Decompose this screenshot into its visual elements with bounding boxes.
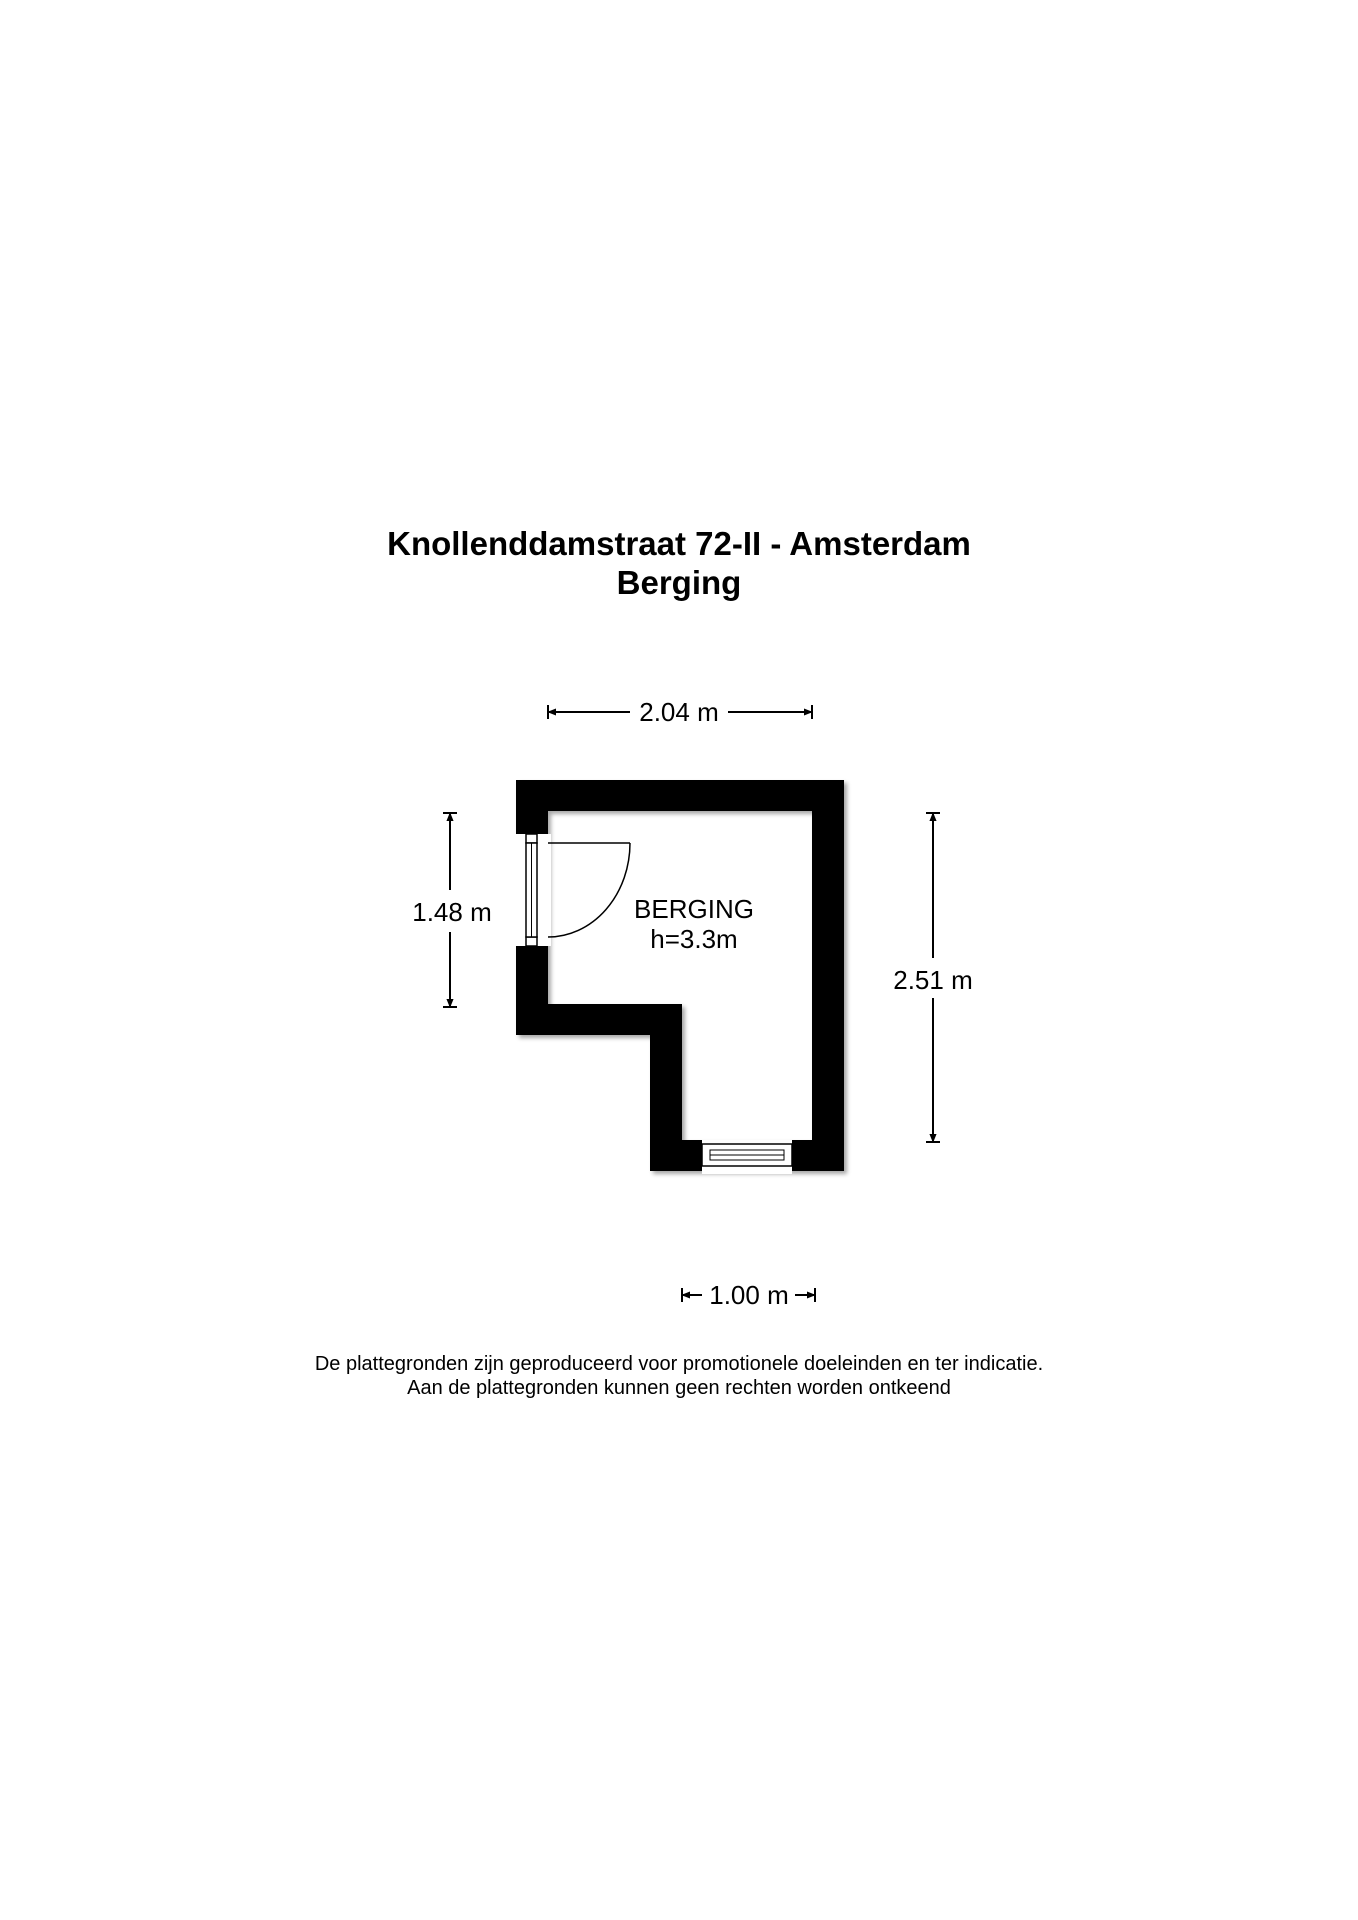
dimension-left-label: 1.48 m — [412, 897, 492, 927]
dimension-left — [412, 813, 492, 1007]
dimension-top — [548, 697, 812, 727]
dimension-right — [893, 813, 973, 1142]
plan-subtitle: Berging — [616, 564, 742, 601]
walls — [516, 780, 844, 1171]
door-jamb-top — [526, 834, 537, 843]
disclaimer-line-2: Aan de plattegronden kunnen geen rechten worden ontkeend — [407, 1377, 951, 1399]
wall-outline — [516, 780, 844, 1171]
door-swing-arc — [548, 843, 630, 937]
door — [513, 834, 630, 946]
window — [702, 1140, 792, 1174]
disclaimer-line-1: De plattegronden zijn geproduceerd voor promotionele doeleinden en ter indicatie. — [314, 1353, 1044, 1375]
dimension-bottom-label: 1.00 m — [709, 1280, 789, 1310]
plan-title: Knollenddamstraat 72-II - Amsterdam — [387, 525, 971, 562]
room-name: BERGING — [634, 894, 754, 924]
door-jamb-bottom — [526, 937, 537, 946]
dimension-bottom — [682, 1280, 815, 1310]
dimension-right-label: 2.51 m — [893, 965, 973, 995]
dimension-top-label: 2.04 m — [639, 697, 719, 727]
room-height: h=3.3m — [650, 924, 738, 954]
